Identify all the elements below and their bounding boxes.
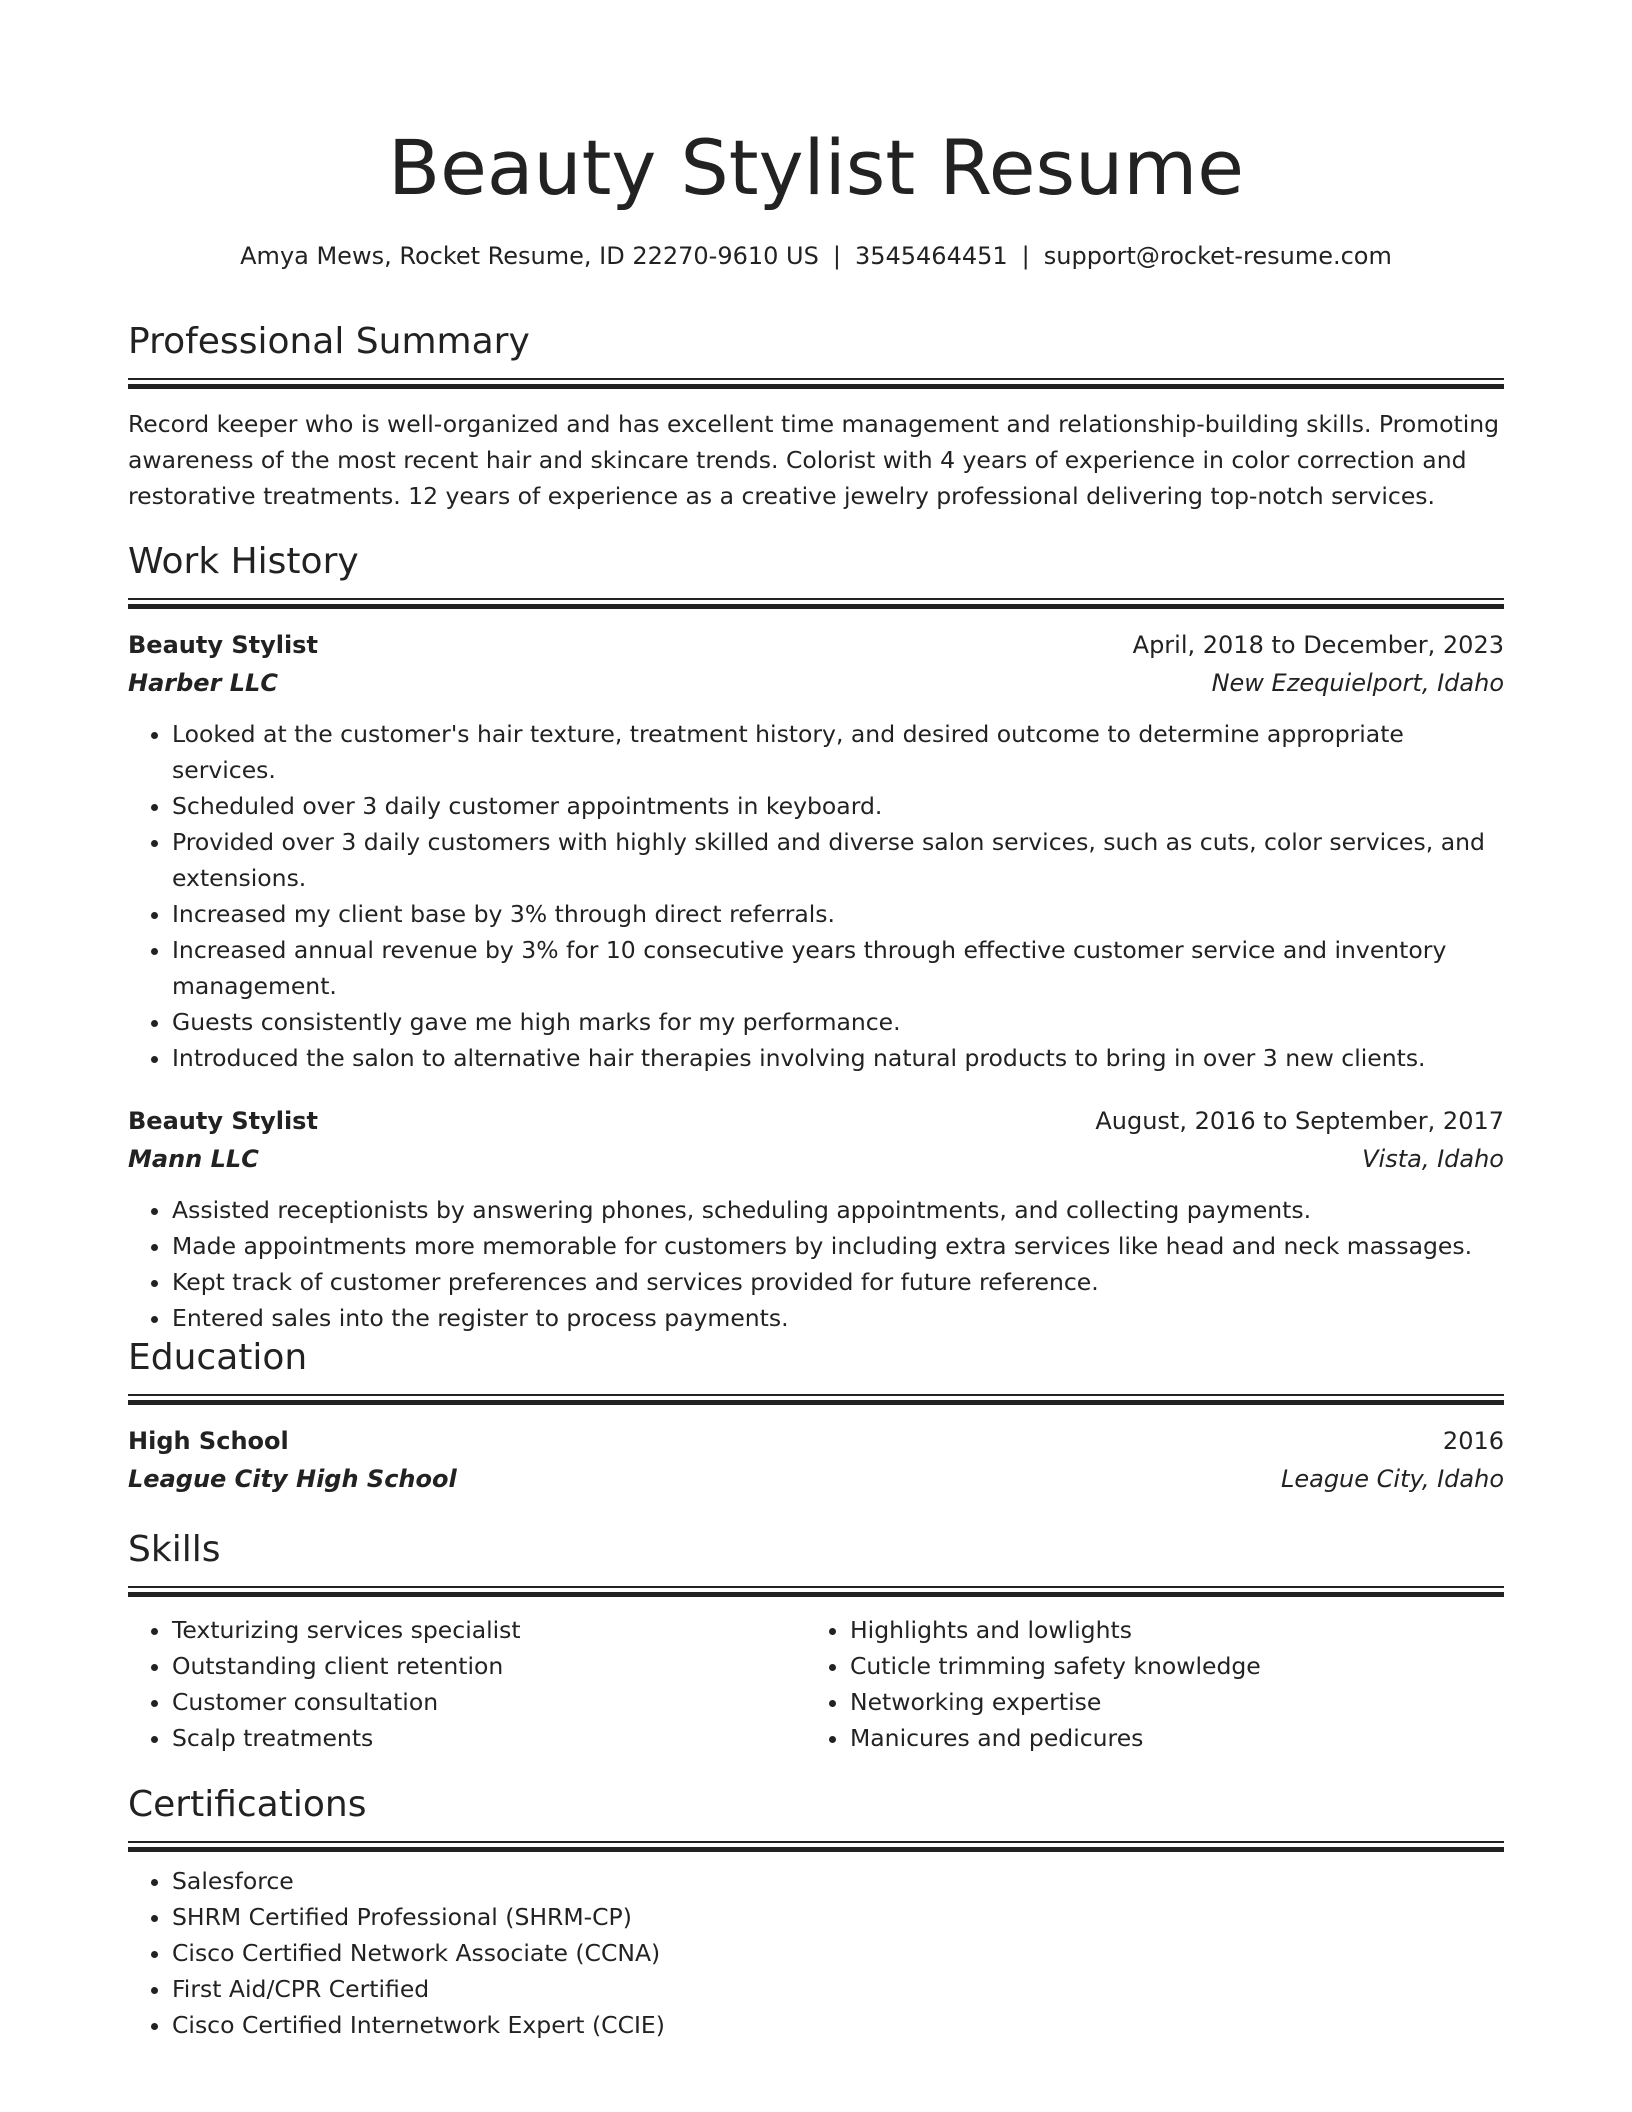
skill-item: • Manicures and pedicures xyxy=(850,1720,1484,1756)
job-entry xyxy=(128,626,1504,1076)
contact-line xyxy=(128,236,1504,276)
skill-item: • Texturizing services specialist xyxy=(172,1612,806,1648)
certification-item: • Cisco Certified Internetwork Expert (CCIE) xyxy=(172,2007,1504,2043)
section-heading: Work History xyxy=(128,541,359,582)
job-company: Mann LLC xyxy=(128,1145,259,1173)
section-heading: Education xyxy=(128,1337,308,1378)
education-year: 2016 xyxy=(1442,1427,1504,1455)
resume-title: Beauty Stylist Resume xyxy=(387,123,1245,212)
job-bullets xyxy=(128,1192,1504,1336)
skills-left-column xyxy=(128,1612,806,1756)
contact-separator: | xyxy=(1021,242,1030,270)
job-bullet: • Increased my client base by 3% through direct referrals. xyxy=(172,896,1504,932)
skill-item: • Outstanding client retention xyxy=(172,1648,806,1684)
section-heading: Skills xyxy=(128,1529,221,1570)
job-bullet: • Assisted receptionists by answering phones, scheduling appointments, and collecting payments. xyxy=(172,1192,1504,1228)
section-heading: Professional Summary xyxy=(128,321,530,362)
section-divider xyxy=(128,1841,1504,1851)
job-bullet: • Provided over 3 daily customers with highly skilled and diverse salon services, such as cuts, color services, and extensions. xyxy=(172,824,1504,896)
job-location: New Ezequielport, Idaho xyxy=(1211,669,1504,697)
skill-item: • Cuticle trimming safety knowledge xyxy=(850,1648,1484,1684)
summary-section xyxy=(128,318,1504,514)
job-list xyxy=(128,626,1504,1336)
education-entry xyxy=(128,1422,1504,1498)
job-entry xyxy=(128,1102,1504,1336)
job-bullet: • Scheduled over 3 daily customer appointments in keyboard. xyxy=(172,788,1504,824)
summary-text: Record keeper who is well-organized and has excellent time management and relationship-building skills. Promoting awareness of the most recent hair and skincare trends. Colorist with 4 years of experience in color correction and restorative treatments. 12 years of experience as a creative jewelry professional delivering top-notch services. xyxy=(128,410,1500,510)
contact-address: Amya Mews, Rocket Resume, ID 22270-9610 US xyxy=(240,242,819,270)
skill-item: • Scalp treatments xyxy=(172,1720,806,1756)
skill-item: • Customer consultation xyxy=(172,1684,806,1720)
certifications-list xyxy=(128,1863,1504,2043)
education-section xyxy=(128,1334,1504,1498)
section-divider xyxy=(128,378,1504,388)
section-divider xyxy=(128,1586,1504,1596)
certification-item: • Salesforce xyxy=(172,1863,1504,1899)
education-school: League City High School xyxy=(128,1465,457,1493)
job-dates: April, 2018 to December, 2023 xyxy=(1132,631,1504,659)
contact-separator: | xyxy=(832,242,841,270)
job-bullet: • Guests consistently gave me high marks for my performance. xyxy=(172,1004,1504,1040)
job-bullet: • Introduced the salon to alternative hair therapies involving natural products to bring in over 3 new clients. xyxy=(172,1040,1504,1076)
job-bullet: • Entered sales into the register to process payments. xyxy=(172,1300,1504,1336)
work-history-section xyxy=(128,538,1504,1336)
education-location: League City, Idaho xyxy=(1280,1465,1504,1493)
job-dates: August, 2016 to September, 2017 xyxy=(1095,1107,1504,1135)
job-title: Beauty Stylist xyxy=(128,631,318,659)
job-bullet: • Looked at the customer's hair texture, treatment history, and desired outcome to determine appropriate services. xyxy=(172,716,1504,788)
certification-item: • First Aid/CPR Certified xyxy=(172,1971,1504,2007)
job-bullet: • Kept track of customer preferences and services provided for future reference. xyxy=(172,1264,1504,1300)
job-bullet: • Made appointments more memorable for customers by including extra services like head and neck massages. xyxy=(172,1228,1504,1264)
contact-phone: 3545464451 xyxy=(854,242,1008,270)
job-location: Vista, Idaho xyxy=(1362,1145,1504,1173)
job-bullet: • Increased annual revenue by 3% for 10 consecutive years through effective customer service and inventory management. xyxy=(172,932,1504,1004)
skills-grid xyxy=(128,1612,1504,1756)
section-divider xyxy=(128,598,1504,608)
skills-section xyxy=(128,1526,1504,1756)
skills-right-column xyxy=(806,1612,1484,1756)
section-divider xyxy=(128,1394,1504,1404)
job-bullets xyxy=(128,716,1504,1076)
certification-item: • Cisco Certified Network Associate (CCNA) xyxy=(172,1935,1504,1971)
contact-email[interactable]: support@rocket-resume.com xyxy=(1043,242,1392,270)
education-degree: High School xyxy=(128,1427,289,1455)
certifications-section xyxy=(128,1781,1504,2043)
job-company: Harber LLC xyxy=(128,669,278,697)
section-heading: Certifications xyxy=(128,1784,367,1825)
certification-item: • SHRM Certified Professional (SHRM-CP) xyxy=(172,1899,1504,1935)
skill-item: • Highlights and lowlights xyxy=(850,1612,1484,1648)
job-title: Beauty Stylist xyxy=(128,1107,318,1135)
skill-item: • Networking expertise xyxy=(850,1684,1484,1720)
